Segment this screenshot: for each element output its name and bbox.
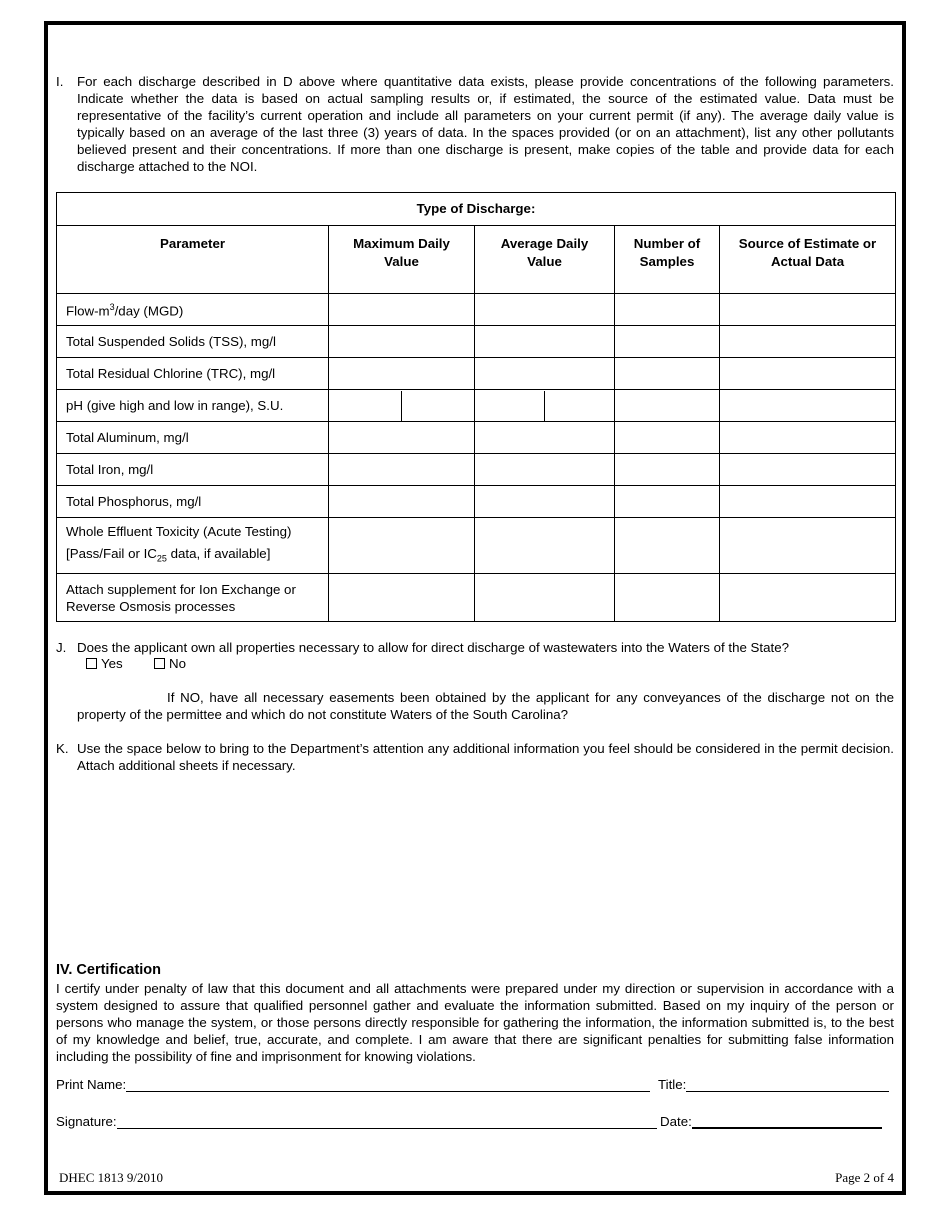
- supplement-samples-cell[interactable]: [615, 574, 720, 622]
- param-iron: Total Iron, mg/l: [57, 454, 329, 486]
- supplement-avg-cell[interactable]: [475, 574, 615, 622]
- table-row-flow: [57, 294, 896, 326]
- title-row: [658, 1077, 889, 1092]
- phosphorus-source-cell[interactable]: [720, 486, 896, 518]
- param-tss: Total Suspended Solids (TSS), mg/l: [57, 326, 329, 358]
- tss-avg-cell[interactable]: [475, 326, 615, 358]
- signature-label: Signature:: [56, 1114, 117, 1129]
- aluminum-samples-cell[interactable]: [615, 422, 720, 454]
- ph-samples-cell[interactable]: [615, 390, 720, 422]
- section-j-question: Does the applicant own all properties necessary to allow for direct discharge of wastewaters into the Waters of the State?: [77, 640, 789, 655]
- flow-source-cell[interactable]: [720, 294, 896, 326]
- header-maximum-daily-value: Maximum Daily Value: [329, 226, 475, 294]
- section-j-followup: If NO, have all necessary easements been obtained by the applicant for any conveyances of the discharge not on the property of the permittee and which do not constitute Waters of the South Carolina?: [77, 690, 894, 722]
- date-field[interactable]: [692, 1115, 882, 1129]
- section-i-text: For each discharge described in D above where quantitative data exists, please provide concentrations of the following parameters. Indicate whether the data is based on actual sampling results or, if estimated, the source of the estimated value. Data must be representative of the facility’s current operation and include all parameters on your current permit (if any). The average daily value is typically based on an average of the last three (3) years of data. In the spaces provided (or on an attachment), list any other pollutants believed present and their concentrations. If more than one discharge is present, make copies of the table and provide data for each discharge attached to the NOI.: [77, 74, 894, 174]
- supplement-source-cell[interactable]: [720, 574, 896, 622]
- table-row-tss: [57, 326, 896, 358]
- signature-field[interactable]: [117, 1116, 657, 1129]
- header-number-of-samples: Number of Samples: [615, 226, 720, 294]
- aluminum-source-cell[interactable]: [720, 422, 896, 454]
- wet-source-cell[interactable]: [720, 518, 896, 574]
- tss-max-cell[interactable]: [329, 326, 475, 358]
- param-flow: Flow-$m^3$/day (MGD): [57, 294, 329, 326]
- trc-max-cell[interactable]: [329, 358, 475, 390]
- certification-heading: IV. Certification: [56, 962, 162, 978]
- phosphorus-max-cell[interactable]: [329, 486, 475, 518]
- flow-avg-cell[interactable]: [475, 294, 615, 326]
- title-label: Title:: [658, 1077, 687, 1092]
- iron-samples-cell[interactable]: [615, 454, 720, 486]
- table-row-iron: [57, 454, 896, 486]
- yes-checkbox[interactable]: [86, 658, 97, 669]
- no-checkbox[interactable]: [154, 658, 165, 669]
- ph-avg-low-cell[interactable]: [475, 391, 544, 421]
- param-ph: pH (give high and low in range), S.U.: [57, 390, 329, 422]
- table-row-trc: [57, 358, 896, 390]
- param-wet: Whole Effluent Toxicity (Acute Testing) [Pass/Fail or $IC_{25}$ data, if available]: [57, 518, 329, 574]
- table-row-phosphorus: [57, 486, 896, 518]
- no-label: No: [169, 656, 186, 671]
- ph-avg-cell: [475, 390, 615, 422]
- phosphorus-samples-cell[interactable]: [615, 486, 720, 518]
- iron-source-cell[interactable]: [720, 454, 896, 486]
- ph-source-cell[interactable]: [720, 390, 896, 422]
- iron-max-cell[interactable]: [329, 454, 475, 486]
- aluminum-avg-cell[interactable]: [475, 422, 615, 454]
- date-row: [660, 1114, 882, 1129]
- discharge-parameters-table: [56, 192, 896, 622]
- flow-samples-cell[interactable]: [615, 294, 720, 326]
- page-number: Page 2 of 4: [835, 1170, 894, 1185]
- table-row-ph: [57, 390, 896, 422]
- supplement-max-cell[interactable]: [329, 574, 475, 622]
- section-k-text: Use the space below to bring to the Department’s attention any additional information you feel should be considered in the permit decision. Attach additional sheets if necessary.: [77, 741, 894, 773]
- section-j-marker: J.: [56, 640, 67, 655]
- section-k-marker: K.: [56, 741, 69, 756]
- date-label: Date:: [660, 1114, 692, 1129]
- ph-avg-high-cell[interactable]: [544, 391, 614, 421]
- form-id: DHEC 1813 9/2010: [59, 1170, 163, 1185]
- certification-text: I certify under penalty of law that this document and all attachments were prepared under my direction or supervision in accordance with a system designed to assure that qualified personnel gather and evaluate the information submitted. Based on my inquiry of the person or persons who manage the system, or those persons directly responsible for gathering the information, the information submitted is, to the best of my knowledge and belief, true, accurate, and complete. I am aware that there are significant penalties for submitting false information including the possibility of fine and imprisonment for knowing violations.: [56, 981, 894, 1064]
- param-supplement: Attach supplement for Ion Exchange or Reverse Osmosis processes: [57, 574, 329, 622]
- param-trc: Total Residual Chlorine (TRC), mg/l: [57, 358, 329, 390]
- trc-samples-cell[interactable]: [615, 358, 720, 390]
- yes-label: Yes: [101, 656, 123, 671]
- ph-max-cell: [329, 390, 475, 422]
- title-field[interactable]: [686, 1079, 889, 1092]
- table-row-supplement: [57, 574, 896, 622]
- header-average-daily-value: Average Daily Value: [475, 226, 615, 294]
- ph-max-high-cell[interactable]: [401, 391, 474, 421]
- signature-row: [56, 1114, 657, 1129]
- iron-avg-cell[interactable]: [475, 454, 615, 486]
- table-row-aluminum: [57, 422, 896, 454]
- print-name-row: [56, 1077, 650, 1092]
- print-name-field[interactable]: [126, 1079, 650, 1092]
- table-row-wet: [57, 518, 896, 574]
- trc-source-cell[interactable]: [720, 358, 896, 390]
- ph-max-low-cell[interactable]: [329, 391, 401, 421]
- wet-samples-cell[interactable]: [615, 518, 720, 574]
- yes-option[interactable]: [86, 656, 123, 671]
- additional-info-area[interactable]: [77, 782, 894, 952]
- header-source-of-estimate: Source of Estimate or Actual Data: [720, 226, 896, 294]
- section-i-marker: I.: [56, 74, 64, 89]
- type-of-discharge-caption: Type of Discharge:: [57, 193, 896, 226]
- phosphorus-avg-cell[interactable]: [475, 486, 615, 518]
- aluminum-max-cell[interactable]: [329, 422, 475, 454]
- print-name-label: Print Name:: [56, 1077, 127, 1092]
- trc-avg-cell[interactable]: [475, 358, 615, 390]
- param-aluminum: Total Aluminum, mg/l: [57, 422, 329, 454]
- tss-source-cell[interactable]: [720, 326, 896, 358]
- wet-max-cell[interactable]: [329, 518, 475, 574]
- no-option[interactable]: [154, 656, 186, 671]
- wet-avg-cell[interactable]: [475, 518, 615, 574]
- param-phosphorus: Total Phosphorus, mg/l: [57, 486, 329, 518]
- tss-samples-cell[interactable]: [615, 326, 720, 358]
- flow-max-cell[interactable]: [329, 294, 475, 326]
- header-parameter: Parameter: [57, 226, 329, 294]
